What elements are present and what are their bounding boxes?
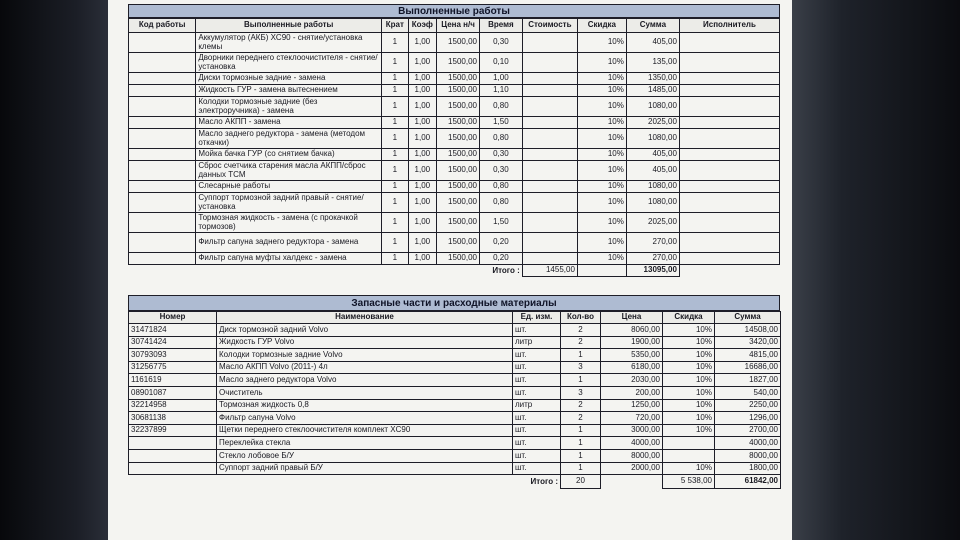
part-qty: 3 bbox=[561, 361, 601, 374]
work-executor bbox=[679, 53, 779, 73]
parts-table bbox=[128, 311, 781, 489]
work-koef: 1,00 bbox=[408, 181, 437, 193]
work-sum: 1080,00 bbox=[626, 129, 679, 149]
work-cost bbox=[522, 253, 577, 265]
work-cost bbox=[522, 129, 577, 149]
work-koef: 1,00 bbox=[408, 149, 437, 161]
work-executor bbox=[679, 73, 779, 85]
work-sum: 1350,00 bbox=[626, 73, 679, 85]
parts-total-label: Итого : bbox=[530, 476, 558, 486]
part-price: 6180,00 bbox=[601, 361, 663, 374]
work-code bbox=[129, 149, 196, 161]
work-code bbox=[129, 85, 196, 97]
work-price: 1500,00 bbox=[437, 149, 480, 161]
part-price: 8000,00 bbox=[601, 449, 663, 462]
work-name: Дворники переднего стеклоочистителя - снятие/установка bbox=[196, 53, 382, 73]
work-code bbox=[129, 193, 196, 213]
work-code bbox=[129, 161, 196, 181]
part-unit: шт. bbox=[513, 361, 561, 374]
work-sum: 1080,00 bbox=[626, 181, 679, 193]
work-cost bbox=[522, 97, 577, 117]
work-price: 1500,00 bbox=[437, 213, 480, 233]
work-koef: 1,00 bbox=[408, 161, 437, 181]
table-row bbox=[129, 53, 780, 73]
part-name: Стекло лобовое Б/У bbox=[217, 449, 513, 462]
col-header-sum: Сумма bbox=[626, 19, 679, 33]
part-sum: 14508,00 bbox=[715, 324, 781, 337]
works-total-row bbox=[129, 265, 780, 277]
part-name: Суппорт задний правый Б/У bbox=[217, 462, 513, 475]
part-price: 200,00 bbox=[601, 386, 663, 399]
work-cost bbox=[522, 193, 577, 213]
work-sum: 405,00 bbox=[626, 161, 679, 181]
table-row bbox=[129, 424, 781, 437]
col-header-koef: Коэф bbox=[408, 19, 437, 33]
work-code bbox=[129, 53, 196, 73]
work-krat: 1 bbox=[382, 33, 409, 53]
work-cost bbox=[522, 149, 577, 161]
work-price: 1500,00 bbox=[437, 53, 480, 73]
work-cost bbox=[522, 161, 577, 181]
part-name: Жидкость ГУР Volvo bbox=[217, 336, 513, 349]
part-unit: литр bbox=[513, 399, 561, 412]
work-krat: 1 bbox=[382, 129, 409, 149]
work-krat: 1 bbox=[382, 73, 409, 85]
table-row bbox=[129, 399, 781, 412]
part-discount: 10% bbox=[663, 424, 715, 437]
part-number: 30793093 bbox=[129, 349, 217, 362]
work-executor bbox=[679, 161, 779, 181]
work-time: 0,80 bbox=[479, 97, 522, 117]
part-discount bbox=[663, 449, 715, 462]
work-executor bbox=[679, 193, 779, 213]
col-header-code: Код работы bbox=[129, 19, 196, 33]
part-price: 1900,00 bbox=[601, 336, 663, 349]
work-executor bbox=[679, 149, 779, 161]
part-sum: 16686,00 bbox=[715, 361, 781, 374]
parts-total-qty: 20 bbox=[561, 475, 601, 489]
work-koef: 1,00 bbox=[408, 53, 437, 73]
work-cost bbox=[522, 73, 577, 85]
works-total-blank bbox=[577, 265, 626, 277]
work-cost bbox=[522, 85, 577, 97]
work-code bbox=[129, 97, 196, 117]
part-qty: 1 bbox=[561, 449, 601, 462]
part-number: 32237899 bbox=[129, 424, 217, 437]
table-row bbox=[129, 181, 780, 193]
work-sum: 270,00 bbox=[626, 253, 679, 265]
table-row bbox=[129, 253, 780, 265]
work-krat: 1 bbox=[382, 193, 409, 213]
work-price: 1500,00 bbox=[437, 73, 480, 85]
part-sum: 1296,00 bbox=[715, 412, 781, 425]
work-time: 1,00 bbox=[479, 73, 522, 85]
table-row bbox=[129, 449, 781, 462]
work-price: 1500,00 bbox=[437, 233, 480, 253]
table-row bbox=[129, 462, 781, 475]
work-discount: 10% bbox=[577, 181, 626, 193]
work-time: 1,50 bbox=[479, 213, 522, 233]
col-header-discount: Скидка bbox=[577, 19, 626, 33]
work-time: 1,10 bbox=[479, 85, 522, 97]
part-unit: шт. bbox=[513, 437, 561, 450]
part-name: Масло АКПП Volvo (2011-) 4л bbox=[217, 361, 513, 374]
work-koef: 1,00 bbox=[408, 253, 437, 265]
table-row bbox=[129, 233, 780, 253]
work-time: 0,30 bbox=[479, 149, 522, 161]
part-discount: 10% bbox=[663, 336, 715, 349]
col-header-unit: Ед. изм. bbox=[513, 312, 561, 324]
part-unit: шт. bbox=[513, 424, 561, 437]
part-qty: 1 bbox=[561, 437, 601, 450]
work-time: 0,20 bbox=[479, 233, 522, 253]
part-discount: 10% bbox=[663, 412, 715, 425]
part-number: 30741424 bbox=[129, 336, 217, 349]
work-discount: 10% bbox=[577, 233, 626, 253]
work-sum: 1485,00 bbox=[626, 85, 679, 97]
work-sum: 2025,00 bbox=[626, 213, 679, 233]
parts-total-row bbox=[129, 475, 781, 489]
col-header-part-price: Цена bbox=[601, 312, 663, 324]
table-row bbox=[129, 361, 781, 374]
part-discount: 10% bbox=[663, 324, 715, 337]
table-row bbox=[129, 149, 780, 161]
work-krat: 1 bbox=[382, 181, 409, 193]
work-name: Масло АКПП - замена bbox=[196, 117, 382, 129]
parts-title: Запасные части и расходные материалы bbox=[128, 295, 780, 311]
part-price: 2030,00 bbox=[601, 374, 663, 387]
works-total-label: Итого : bbox=[492, 265, 520, 275]
work-sum: 135,00 bbox=[626, 53, 679, 73]
works-title: Выполненные работы bbox=[128, 4, 780, 18]
work-time: 0,10 bbox=[479, 53, 522, 73]
work-code bbox=[129, 181, 196, 193]
work-executor bbox=[679, 181, 779, 193]
table-row bbox=[129, 117, 780, 129]
table-row bbox=[129, 324, 781, 337]
works-total-empty bbox=[679, 265, 779, 277]
part-discount: 10% bbox=[663, 374, 715, 387]
work-time: 0,80 bbox=[479, 129, 522, 149]
parts-header-row bbox=[129, 312, 781, 324]
work-discount: 10% bbox=[577, 117, 626, 129]
table-row bbox=[129, 336, 781, 349]
part-number: 30681138 bbox=[129, 412, 217, 425]
work-price: 1500,00 bbox=[437, 85, 480, 97]
work-name: Аккумулятор (АКБ) XC90 - снятие/установка клемы bbox=[196, 33, 382, 53]
work-executor bbox=[679, 33, 779, 53]
work-time: 0,20 bbox=[479, 253, 522, 265]
work-krat: 1 bbox=[382, 233, 409, 253]
work-sum: 2025,00 bbox=[626, 117, 679, 129]
part-name: Щетки переднего стеклоочистителя комплект XC90 bbox=[217, 424, 513, 437]
work-executor bbox=[679, 85, 779, 97]
work-name: Мойка бачка ГУР (со снятием бачка) bbox=[196, 149, 382, 161]
document-screen bbox=[108, 0, 792, 540]
part-qty: 3 bbox=[561, 386, 601, 399]
part-unit: шт. bbox=[513, 386, 561, 399]
part-name: Фильтр сапуна Volvo bbox=[217, 412, 513, 425]
work-name: Фильтр сапуна заднего редуктора - замена bbox=[196, 233, 382, 253]
work-price: 1500,00 bbox=[437, 117, 480, 129]
parts-total-discount: 5 538,00 bbox=[663, 475, 715, 489]
work-cost bbox=[522, 233, 577, 253]
part-unit: шт. bbox=[513, 462, 561, 475]
work-discount: 10% bbox=[577, 129, 626, 149]
part-discount: 10% bbox=[663, 399, 715, 412]
work-price: 1500,00 bbox=[437, 193, 480, 213]
part-name: Очиститель bbox=[217, 386, 513, 399]
part-qty: 2 bbox=[561, 336, 601, 349]
work-cost bbox=[522, 53, 577, 73]
work-name: Колодки тормозные задние (без электроручника) - замена bbox=[196, 97, 382, 117]
part-number: 08901087 bbox=[129, 386, 217, 399]
work-sum: 1080,00 bbox=[626, 97, 679, 117]
work-krat: 1 bbox=[382, 149, 409, 161]
part-number: 31471824 bbox=[129, 324, 217, 337]
col-header-work: Выполненные работы bbox=[196, 19, 382, 33]
work-discount: 10% bbox=[577, 53, 626, 73]
work-executor bbox=[679, 117, 779, 129]
work-price: 1500,00 bbox=[437, 129, 480, 149]
work-koef: 1,00 bbox=[408, 73, 437, 85]
part-number: 32214958 bbox=[129, 399, 217, 412]
work-sum: 270,00 bbox=[626, 233, 679, 253]
work-code bbox=[129, 233, 196, 253]
part-unit: шт. bbox=[513, 349, 561, 362]
work-price: 1500,00 bbox=[437, 161, 480, 181]
monitor-bezel-left bbox=[0, 0, 108, 540]
work-name: Масло заднего редуктора - замена (методом откачки) bbox=[196, 129, 382, 149]
works-table bbox=[128, 18, 780, 277]
part-sum: 8000,00 bbox=[715, 449, 781, 462]
work-price: 1500,00 bbox=[437, 253, 480, 265]
part-discount: 10% bbox=[663, 349, 715, 362]
parts-section bbox=[128, 295, 780, 489]
work-cost bbox=[522, 213, 577, 233]
col-header-krat: Крат bbox=[382, 19, 409, 33]
part-sum: 1827,00 bbox=[715, 374, 781, 387]
work-sum: 405,00 bbox=[626, 33, 679, 53]
work-name: Фильтр сапуна муфты халдекс - замена bbox=[196, 253, 382, 265]
work-executor bbox=[679, 233, 779, 253]
work-name: Жидкость ГУР - замена вытеснением bbox=[196, 85, 382, 97]
work-time: 0,80 bbox=[479, 193, 522, 213]
part-qty: 1 bbox=[561, 349, 601, 362]
work-discount: 10% bbox=[577, 97, 626, 117]
part-name: Масло заднего редуктора Volvo bbox=[217, 374, 513, 387]
work-name: Сброс счетчика старения масла АКПП/сброс данных ТСМ bbox=[196, 161, 382, 181]
work-discount: 10% bbox=[577, 73, 626, 85]
work-name: Тормозная жидкость - замена (с прокачкой тормозов) bbox=[196, 213, 382, 233]
part-unit: шт. bbox=[513, 324, 561, 337]
monitor-bezel-right bbox=[792, 0, 960, 540]
part-number bbox=[129, 437, 217, 450]
work-code bbox=[129, 253, 196, 265]
part-number: 1161619 bbox=[129, 374, 217, 387]
work-time: 1,50 bbox=[479, 117, 522, 129]
work-name: Слесарные работы bbox=[196, 181, 382, 193]
table-row bbox=[129, 213, 780, 233]
part-number bbox=[129, 462, 217, 475]
work-executor bbox=[679, 253, 779, 265]
work-discount: 10% bbox=[577, 33, 626, 53]
part-discount bbox=[663, 437, 715, 450]
work-discount: 10% bbox=[577, 85, 626, 97]
part-sum: 3420,00 bbox=[715, 336, 781, 349]
part-number: 31256775 bbox=[129, 361, 217, 374]
work-discount: 10% bbox=[577, 253, 626, 265]
part-unit: шт. bbox=[513, 412, 561, 425]
table-row bbox=[129, 437, 781, 450]
col-header-name: Наименование bbox=[217, 312, 513, 324]
work-time: 0,30 bbox=[479, 33, 522, 53]
part-name: Колодки тормозные задние Volvo bbox=[217, 349, 513, 362]
table-row bbox=[129, 85, 780, 97]
work-cost bbox=[522, 117, 577, 129]
work-executor bbox=[679, 129, 779, 149]
table-row bbox=[129, 374, 781, 387]
work-code bbox=[129, 213, 196, 233]
work-price: 1500,00 bbox=[437, 181, 480, 193]
part-qty: 2 bbox=[561, 412, 601, 425]
work-time: 0,80 bbox=[479, 181, 522, 193]
work-sum: 405,00 bbox=[626, 149, 679, 161]
part-name: Переклейка стекла bbox=[217, 437, 513, 450]
part-discount: 10% bbox=[663, 386, 715, 399]
work-cost bbox=[522, 181, 577, 193]
col-header-qty: Кол-во bbox=[561, 312, 601, 324]
part-name: Диск тормозной задний Volvo bbox=[217, 324, 513, 337]
part-unit: литр bbox=[513, 336, 561, 349]
work-price: 1500,00 bbox=[437, 33, 480, 53]
table-row bbox=[129, 97, 780, 117]
col-header-part-discount: Скидка bbox=[663, 312, 715, 324]
part-qty: 1 bbox=[561, 374, 601, 387]
table-row bbox=[129, 386, 781, 399]
part-discount: 10% bbox=[663, 361, 715, 374]
part-sum: 4815,00 bbox=[715, 349, 781, 362]
work-krat: 1 bbox=[382, 117, 409, 129]
work-code bbox=[129, 129, 196, 149]
table-row bbox=[129, 73, 780, 85]
parts-total-blank bbox=[601, 475, 663, 489]
work-krat: 1 bbox=[382, 253, 409, 265]
part-sum: 1800,00 bbox=[715, 462, 781, 475]
part-qty: 1 bbox=[561, 424, 601, 437]
col-header-time: Время bbox=[479, 19, 522, 33]
work-discount: 10% bbox=[577, 161, 626, 181]
part-number bbox=[129, 449, 217, 462]
work-krat: 1 bbox=[382, 53, 409, 73]
work-krat: 1 bbox=[382, 213, 409, 233]
part-sum: 2700,00 bbox=[715, 424, 781, 437]
works-header-row bbox=[129, 19, 780, 33]
work-discount: 10% bbox=[577, 193, 626, 213]
work-koef: 1,00 bbox=[408, 129, 437, 149]
work-discount: 10% bbox=[577, 149, 626, 161]
work-code bbox=[129, 117, 196, 129]
work-koef: 1,00 bbox=[408, 33, 437, 53]
part-price: 720,00 bbox=[601, 412, 663, 425]
work-name: Диски тормозные задние - замена bbox=[196, 73, 382, 85]
part-price: 4000,00 bbox=[601, 437, 663, 450]
part-discount: 10% bbox=[663, 462, 715, 475]
works-total-sum: 13095,00 bbox=[626, 265, 679, 277]
work-time: 0,30 bbox=[479, 161, 522, 181]
col-header-price: Цена н/ч bbox=[437, 19, 480, 33]
part-sum: 2250,00 bbox=[715, 399, 781, 412]
work-krat: 1 bbox=[382, 161, 409, 181]
work-executor bbox=[679, 213, 779, 233]
table-row bbox=[129, 349, 781, 362]
part-price: 8060,00 bbox=[601, 324, 663, 337]
work-koef: 1,00 bbox=[408, 117, 437, 129]
work-discount: 10% bbox=[577, 213, 626, 233]
col-header-executor: Исполнитель bbox=[679, 19, 779, 33]
part-price: 5350,00 bbox=[601, 349, 663, 362]
work-koef: 1,00 bbox=[408, 213, 437, 233]
work-koef: 1,00 bbox=[408, 193, 437, 213]
works-total-discount: 1455,00 bbox=[522, 265, 577, 277]
table-row bbox=[129, 412, 781, 425]
work-koef: 1,00 bbox=[408, 233, 437, 253]
part-price: 1250,00 bbox=[601, 399, 663, 412]
work-code bbox=[129, 73, 196, 85]
col-header-cost: Стоимость bbox=[522, 19, 577, 33]
table-row bbox=[129, 33, 780, 53]
work-krat: 1 bbox=[382, 97, 409, 117]
part-qty: 1 bbox=[561, 462, 601, 475]
work-name: Суппорт тормозной задний правый - снятие/установка bbox=[196, 193, 382, 213]
part-price: 3000,00 bbox=[601, 424, 663, 437]
work-koef: 1,00 bbox=[408, 85, 437, 97]
col-header-number: Номер bbox=[129, 312, 217, 324]
part-price: 2000,00 bbox=[601, 462, 663, 475]
parts-total-sum: 61842,00 bbox=[715, 475, 781, 489]
part-name: Тормозная жидкость 0,8 bbox=[217, 399, 513, 412]
part-qty: 2 bbox=[561, 399, 601, 412]
part-qty: 2 bbox=[561, 324, 601, 337]
part-sum: 4000,00 bbox=[715, 437, 781, 450]
table-row bbox=[129, 129, 780, 149]
part-sum: 540,00 bbox=[715, 386, 781, 399]
part-unit: шт. bbox=[513, 449, 561, 462]
work-sum: 1080,00 bbox=[626, 193, 679, 213]
work-cost bbox=[522, 33, 577, 53]
table-row bbox=[129, 161, 780, 181]
work-executor bbox=[679, 97, 779, 117]
work-krat: 1 bbox=[382, 85, 409, 97]
work-code bbox=[129, 33, 196, 53]
part-unit: шт. bbox=[513, 374, 561, 387]
work-price: 1500,00 bbox=[437, 97, 480, 117]
table-row bbox=[129, 193, 780, 213]
col-header-part-sum: Сумма bbox=[715, 312, 781, 324]
works-section bbox=[128, 4, 780, 277]
work-koef: 1,00 bbox=[408, 97, 437, 117]
